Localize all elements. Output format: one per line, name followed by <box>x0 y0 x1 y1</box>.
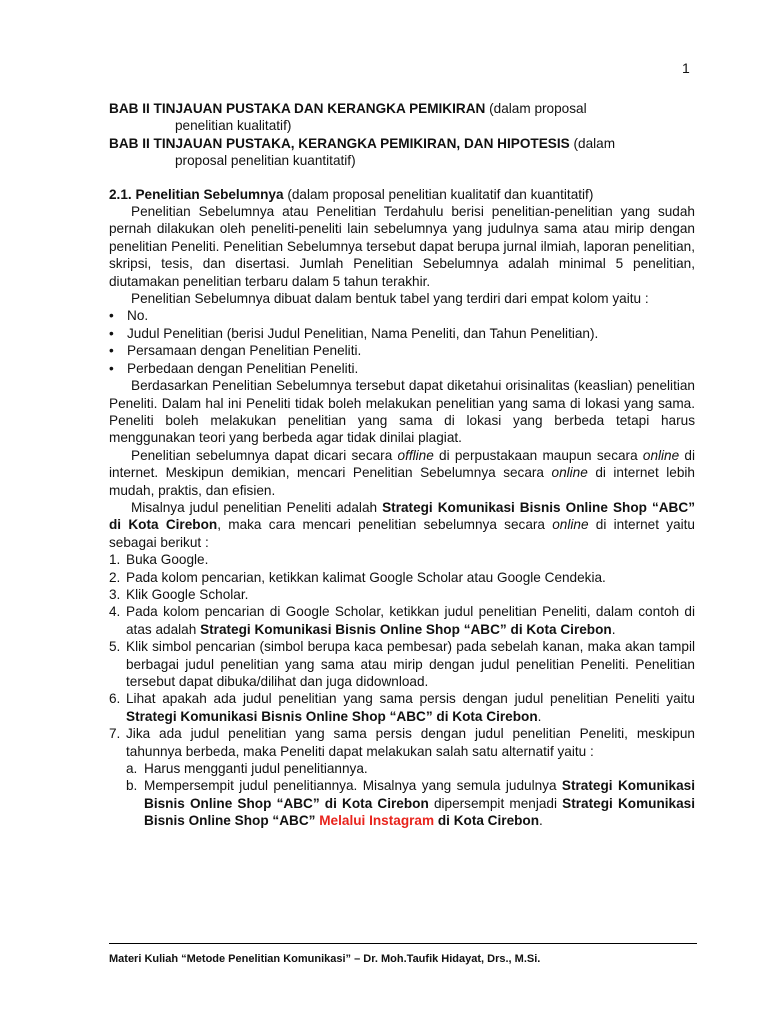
paragraph-originality: Berdasarkan Penelitian Sebelumnya tersebut dapat diketahui orisinalitas (keaslian) penelitian Peneliti. Dalam hal ini Peneliti tidak boleh melakukan penelitian yang sama di lokasi yang sama. Peneliti boleh melakukan penelitian yang sama di lokasi yang berbeda tetapi harus menggunakan teori yang berbeda agar tidak dinilai plagiat. <box>109 378 695 446</box>
document-body <box>109 100 695 830</box>
section-heading <box>109 186 695 203</box>
chapter-heading-qualitative <box>109 100 695 135</box>
list-item: 6. Lihat apakah ada judul penelitian yang sama persis dengan judul penelitian Peneliti yaitu Strategi Komunikasi Bisnis Online Shop “ABC” di Kota Cirebon. <box>109 691 695 724</box>
chapter-note-quantitative-a: (dalam <box>573 135 616 151</box>
list-item: • Judul Penelitian (berisi Judul Penelitian, Nama Peneliti, dan Tahun Penelitian). <box>109 325 695 342</box>
list-item: 4. Pada kolom pencarian di Google Scholar, ketikkan judul penelitian Peneliti, dalam contoh di atas adalah Strategi Komunikasi Bisnis Online Shop “ABC” di Kota Cirebon. <box>109 604 695 637</box>
chapter-note-qualitative-b: penelitian kualitatif) <box>175 118 292 134</box>
footer-text: Materi Kuliah “Metode Penelitian Komunikasi” – Dr. Moh.Taufik Hidayat, Drs., M.Si. <box>109 953 541 965</box>
section-title: 2.1. Penelitian Sebelumnya <box>109 186 284 202</box>
example-title: Strategi Komunikasi Bisnis Online Shop “ABC” di Kota Cirebon <box>109 499 695 533</box>
paragraph-definition: Penelitian Sebelumnya atau Penelitian Terdahulu berisi penelitian-penelitian yang sudah pernah dilakukan oleh peneliti-peneliti lain sebelumnya yang judulnya sama atau mirip dengan penelitian Peneliti. Penelitian Sebelumnya tersebut dapat berupa jurnal ilmiah, laporan penelitian, skripsi, tesis, dan disertasi. Jumlah Penelitian Sebelumnya adalah minimal 5 penelitian, diutamakan penelitian terbaru dalam 5 tahun terakhir. <box>109 204 695 289</box>
chapter-title-quantitative: BAB II TINJAUAN PUSTAKA, KERANGKA PEMIKIRAN, DAN HIPOTESIS <box>109 135 570 151</box>
column-list <box>109 307 695 377</box>
list-item: 3. Klik Google Scholar. <box>109 586 249 602</box>
list-item: • No. <box>109 307 695 324</box>
alternatives-list <box>126 760 695 830</box>
chapter-note-quantitative-b: proposal penelitian kuantitatif) <box>175 153 356 169</box>
chapter-heading-quantitative <box>109 135 695 170</box>
highlight-text: Melalui Instagram <box>319 813 435 829</box>
list-item: 5. Klik simbol pencarian (simbol berupa kaca pembesar) pada sebelah kanan, maka akan tampil berbagai judul penelitian yang sama atau mirip dengan judul penelitian Peneliti. Penelitian tersebut dapat dibuka/dilihat dan juga didownload. <box>109 639 695 689</box>
paragraph-table-format: Penelitian Sebelumnya dibuat dalam bentuk tabel yang terdiri dari empat kolom yaitu : <box>131 291 649 307</box>
list-item: • Perbedaan dengan Penelitian Peneliti. <box>109 360 695 377</box>
page-number: 1 <box>682 60 690 76</box>
list-item: 7. Jika ada judul penelitian yang sama persis dengan judul penelitian Peneliti, meskipun tahunnya berbeda, maka Peneliti dapat melakukan salah satu alternatif yaitu : a. Harus mengganti judul penelitiannya. b. Mempersempit judul penelitiannya. Misalnya yang semula judulnya Strategi Komunikasi Bisnis Online Shop “ABC” di Kota Cirebon dipersempit menjadi Strategi Komunikasi Bisnis Online Shop “ABC” Melalui Instagram di Kota Cirebon. <box>109 726 696 829</box>
list-item: • Persamaan dengan Penelitian Peneliti. <box>109 342 695 359</box>
list-item: a. Harus mengganti judul penelitiannya. <box>126 761 368 777</box>
section-note: (dalam proposal penelitian kualitatif dan kuantitatif) <box>287 186 594 202</box>
paragraph-search-method: Penelitian sebelumnya dapat dicari secara offline di perpustakaan maupun secara online di internet. Meskipun demikian, mencari Penelitian Sebelumnya secara online di internet lebih mudah, praktis, dan efisien. <box>109 447 695 498</box>
list-item: 2. Pada kolom pencarian, ketikkan kalimat Google Scholar atau Google Cendekia. <box>109 569 606 585</box>
list-item: b. Mempersempit judul penelitiannya. Misalnya yang semula judulnya Strategi Komunikasi Bisnis Online Shop “ABC” di Kota Cirebon dipersempit menjadi Strategi Komunikasi Bisnis Online Shop “ABC” Melalui Instagram di Kota Cirebon. <box>126 778 696 829</box>
list-item: 1. Buka Google. <box>109 552 209 568</box>
chapter-note-qualitative-a: (dalam proposal <box>489 101 587 116</box>
footer-divider <box>109 943 697 944</box>
chapter-title-qualitative: BAB II TINJAUAN PUSTAKA DAN KERANGKA PEMIKIRAN <box>109 101 486 116</box>
search-steps-list <box>109 551 695 830</box>
paragraph-example: Misalnya judul penelitian Peneliti adalah Strategi Komunikasi Bisnis Online Shop “ABC” di Kota Cirebon, maka cara mencari penelitian sebelumnya secara online di internet yaitu sebagai berikut : <box>109 499 695 550</box>
